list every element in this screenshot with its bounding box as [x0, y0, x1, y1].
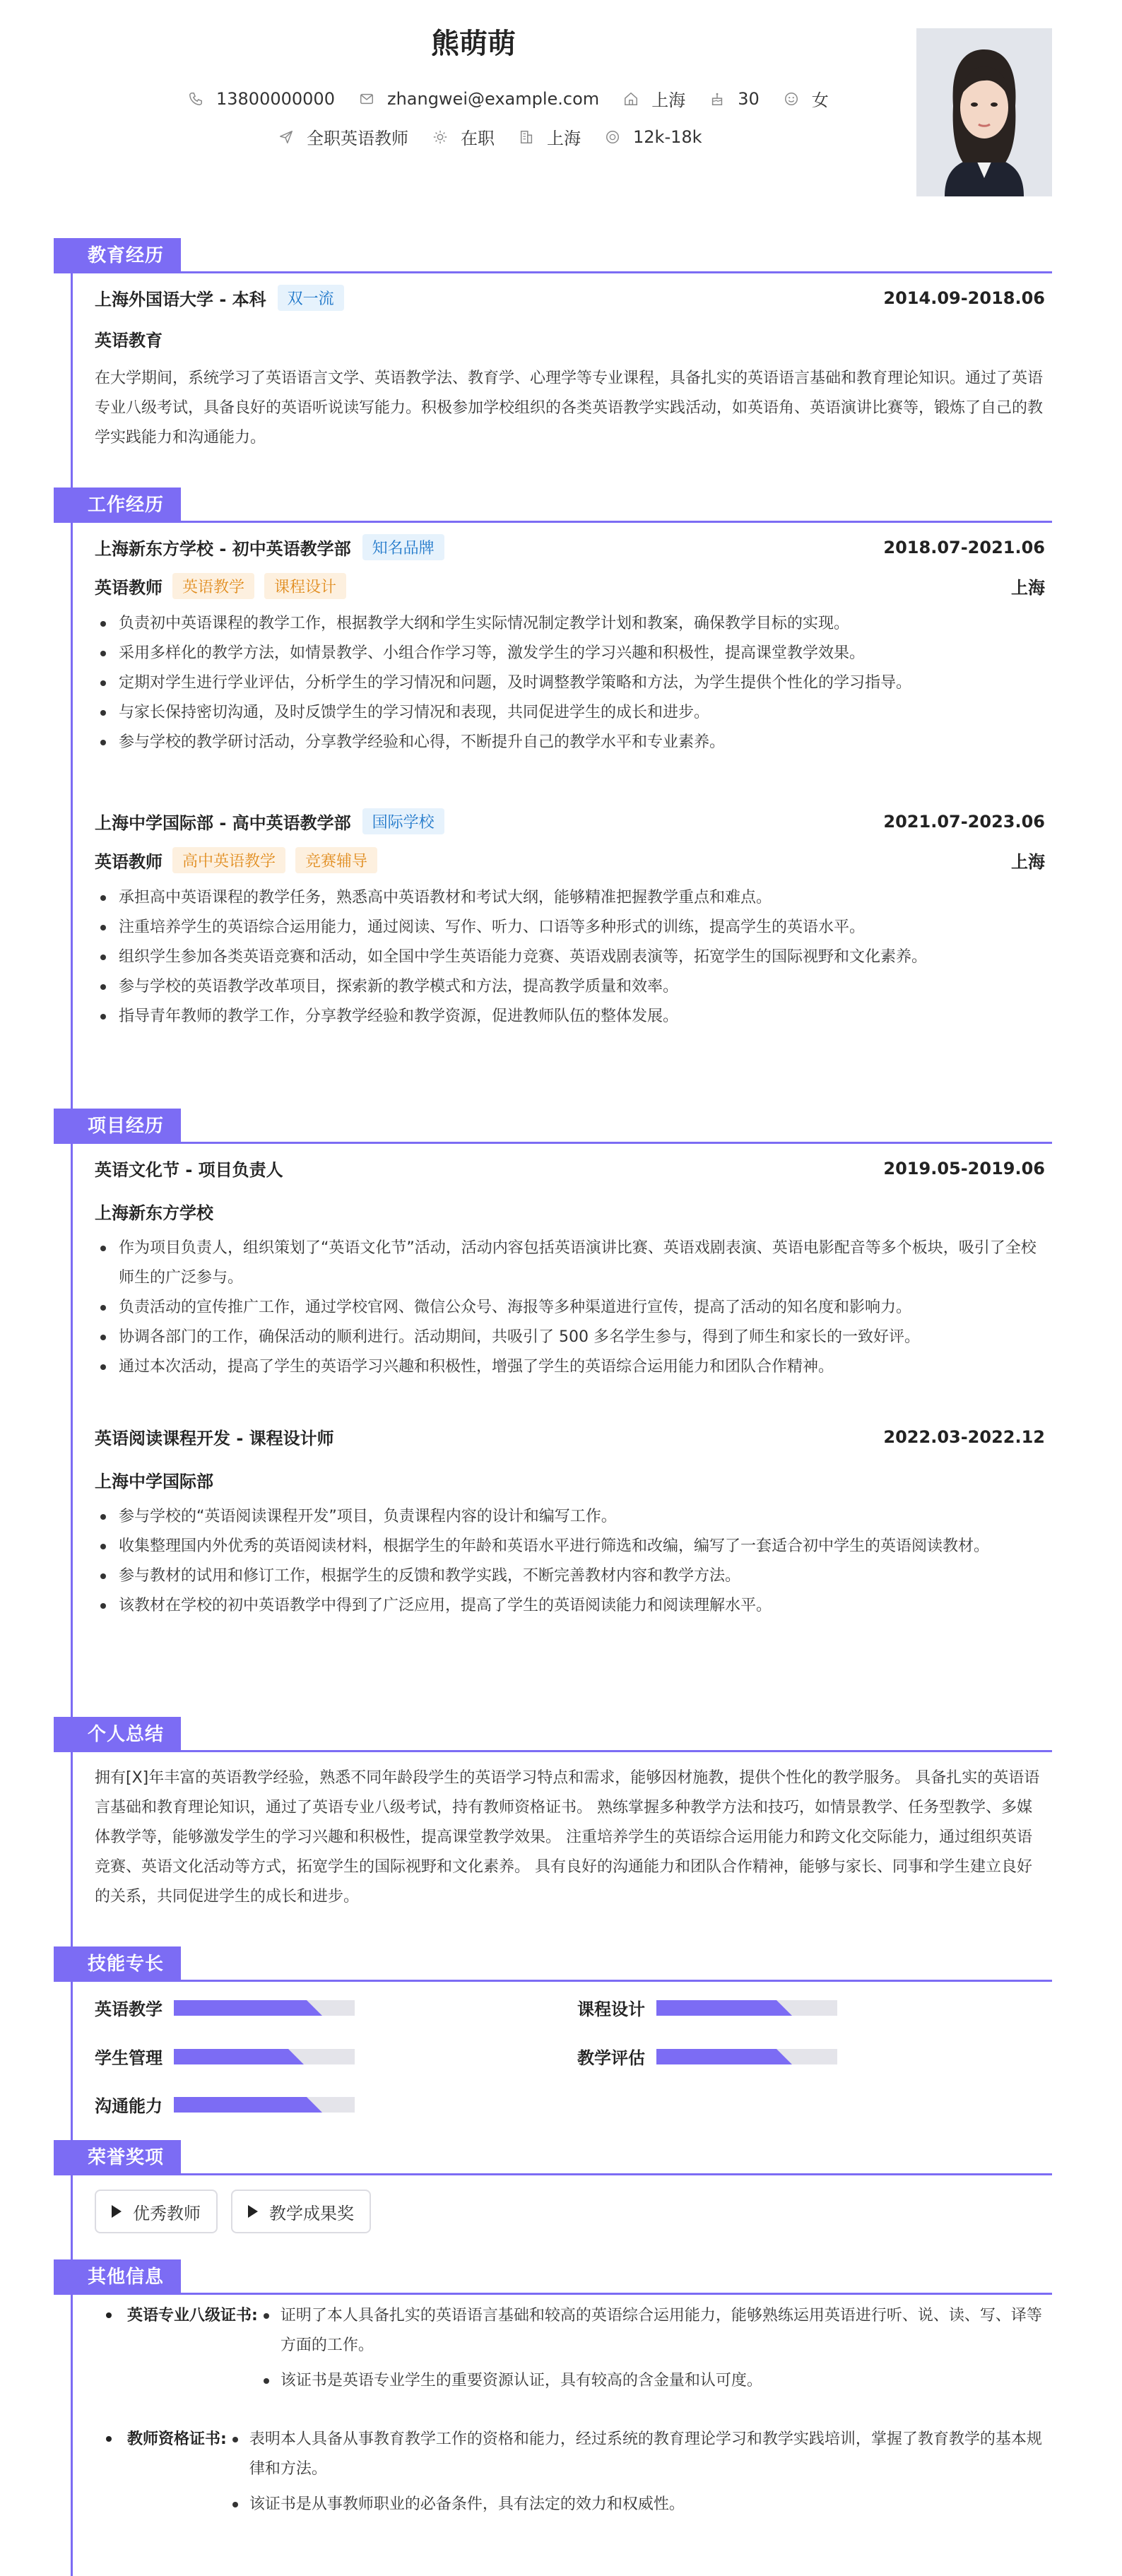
- project-1: [95, 1156, 1045, 1382]
- project-1-header: [95, 1156, 1045, 1181]
- work-job-2-skill-tag: 竞赛辅导: [295, 847, 377, 873]
- send-icon: [278, 129, 294, 145]
- section-awards-title: 荣誉奖项: [54, 2140, 181, 2175]
- section-other-rule: [54, 2293, 1052, 2295]
- project-1-date: 2019.05-2019.06: [883, 1158, 1045, 1178]
- education-row: [95, 285, 1045, 311]
- play-icon: [112, 2205, 122, 2218]
- section-awards-rule: [54, 2173, 1052, 2175]
- section-summary-rule: [54, 1750, 1052, 1752]
- list-item: 证明了本人具备扎实的英语语言基础和较高的英语综合运用能力，能够熟练运用英语进行听、说、读、写、译等方面的工作。: [258, 2301, 1046, 2361]
- section-skills: [54, 1946, 1052, 1982]
- work-job-1-role-row: [95, 573, 1045, 599]
- skill-item: [577, 1995, 837, 2020]
- work-job-1-company-name: 上海新东方学校 - 初中英语教学部: [95, 539, 351, 559]
- gender-icon: [784, 91, 799, 107]
- age-icon: [709, 91, 725, 107]
- list-item: 通过本次活动，提高了学生的英语学习兴趣和积极性，增强了学生的英语综合运用能力和团队合作精神。: [95, 1352, 1045, 1382]
- list-item: 负责活动的宣传推广工作，通过学校官网、微信公众号、海报等多种渠道进行宣传，提高了活动的知名度和影响力。: [95, 1293, 1045, 1323]
- other-info-item: [106, 2301, 1046, 2396]
- timeline-line: [71, 252, 73, 2576]
- work-job-2-duties: [95, 883, 1045, 1032]
- skill-name: 教学评估: [577, 2048, 645, 2068]
- skill-level-bar: [174, 2000, 355, 2016]
- play-icon: [248, 2205, 258, 2218]
- phone-text: 13800000000: [216, 88, 335, 109]
- work-job-2-date: 2021.07-2023.06: [883, 811, 1045, 832]
- project-2-details: [95, 1502, 1045, 1621]
- section-work-title: 工作经历: [54, 488, 181, 523]
- contact-location: [623, 86, 685, 111]
- profile-photo: [916, 28, 1052, 196]
- location-text: 上海: [651, 90, 686, 110]
- work-job-2-skill-tag: 高中英语教学: [172, 847, 285, 873]
- job-intent-row: [278, 124, 702, 149]
- section-education: [54, 238, 1052, 273]
- list-item: 负责初中英语课程的教学工作，根据教学大纲和学生实际情况制定教学计划和教案，确保教学目标的实现。: [95, 609, 1045, 639]
- section-summary: [54, 1717, 1052, 1752]
- project-2-header: [95, 1424, 1045, 1449]
- contact-email: [359, 89, 599, 109]
- other-info-label: 英语专业八级证书:: [127, 2307, 258, 2324]
- mail-icon: [359, 91, 374, 107]
- education-school-name: 上海外国语大学 - 本科: [95, 290, 266, 309]
- education-major: 英语教育: [95, 331, 163, 350]
- skill-name: 学生管理: [95, 2048, 163, 2068]
- work-job-1-skill-tag: 英语教学: [172, 573, 254, 599]
- skill-item: [577, 2044, 837, 2069]
- skill-level-fill: [656, 2049, 776, 2064]
- other-info-details: [258, 2301, 1046, 2396]
- portrait-icon: [916, 28, 1052, 196]
- skill-item: [95, 1995, 355, 2020]
- work-job-2-role: [95, 847, 377, 873]
- skill-level-fill: [656, 2000, 776, 2016]
- list-item: 参与教材的试用和修订工作，根据学生的反馈和教学实践，不断完善教材内容和教学方法。: [95, 1561, 1045, 1591]
- education-date: 2014.09-2018.06: [883, 288, 1045, 308]
- work-job-1-tag: 知名品牌: [362, 534, 444, 560]
- work-job-1-role-name: 英语教师: [95, 578, 163, 598]
- skill-name: 英语教学: [95, 1999, 163, 2019]
- home-icon: [623, 91, 639, 107]
- project-2: [95, 1424, 1045, 1621]
- project-1-title: 英语文化节 - 项目负责人: [95, 1160, 283, 1180]
- work-job-2-role-name: 英语教师: [95, 852, 163, 872]
- skill-level-bar: [174, 2049, 355, 2064]
- age-text: 30: [738, 88, 760, 109]
- work-job-2-header: [95, 808, 1045, 834]
- other-info-details: [227, 2425, 1046, 2519]
- list-item: 与家长保持密切沟通，及时反馈学生的学习情况和表现，共同促进学生的成长和进步。: [95, 698, 1045, 728]
- list-item: 参与学校的英语教学改革项目，探索新的教学模式和方法，提高教学质量和效率。: [95, 972, 1045, 1002]
- list-item: 该证书是从事教师职业的必备条件，具有法定的效力和权威性。: [227, 2490, 1046, 2519]
- intent-city: [519, 124, 581, 149]
- work-job-2-tag: 国际学校: [362, 808, 444, 834]
- education-school: [95, 285, 344, 311]
- skill-name: 课程设计: [577, 1999, 645, 2019]
- summary-block: [95, 1763, 1045, 1912]
- work-job-2-role-row: [95, 847, 1045, 873]
- skill-level-fill: [174, 2097, 307, 2113]
- email-text: zhangwei@example.com: [386, 88, 600, 109]
- section-skills-title: 技能专长: [54, 1946, 181, 1982]
- list-item: 参与学校的教学研讨活动，分享教学经验和心得，不断提升自己的教学水平和专业素养。: [95, 728, 1045, 757]
- section-projects-title: 项目经历: [54, 1109, 181, 1144]
- work-job-1-company: [95, 534, 444, 560]
- phone-icon: [188, 91, 203, 107]
- contact-age: [709, 89, 760, 109]
- list-item: 参与学校的“英语阅读课程开发”项目，负责课程内容的设计和编写工作。: [95, 1502, 1045, 1532]
- building-icon: [519, 129, 534, 145]
- section-summary-title: 个人总结: [54, 1717, 181, 1752]
- section-projects-rule: [54, 1142, 1052, 1144]
- section-work: [54, 488, 1052, 523]
- gender-text: 女: [811, 90, 829, 110]
- education-block: [95, 285, 1045, 453]
- status-icon: [432, 129, 448, 145]
- work-job-2-company-name: 上海中学国际部 - 高中英语教学部: [95, 813, 351, 833]
- candidate-name: 熊萌萌: [431, 28, 516, 60]
- section-education-rule: [54, 271, 1052, 273]
- skill-item: [95, 2044, 355, 2069]
- work-job-1-skill-tag: 课程设计: [264, 573, 346, 599]
- skill-level-bar: [656, 2049, 837, 2064]
- list-item: 定期对学生进行学业评估，分析学生的学习情况和问题，及时调整教学策略和方法，为学生提供个性化的学习指导。: [95, 668, 1045, 698]
- other-info-item: [106, 2425, 1046, 2519]
- project-1-details: [95, 1234, 1045, 1382]
- intent-position: [278, 124, 408, 149]
- skill-level-bar: [656, 2000, 837, 2016]
- work-job-2: [95, 808, 1045, 1032]
- intent-position-text: 全职英语教师: [307, 129, 408, 148]
- list-item: 指导青年教师的教学工作，分享教学经验和教学资源，促进教师队伍的整体发展。: [95, 1002, 1045, 1032]
- education-description: 在大学期间，系统学习了英语语言文学、英语教学法、教育学、心理学等专业课程，具备扎实的英语语言基础和教育理论知识。通过了英语专业八级考试，具备良好的英语听说读写能力。积极参加学校组织的各类英语教学实践活动，如英语角、英语演讲比赛等，锻炼了自己的教学实践能力和沟通能力。: [95, 370, 1044, 447]
- project-1-org: 上海新东方学校: [95, 1203, 213, 1223]
- work-job-1: [95, 534, 1045, 757]
- list-item: 该教材在学校的初中英语教学中得到了广泛应用，提高了学生的英语阅读能力和阅读理解水平。: [95, 1591, 1045, 1621]
- section-projects: [54, 1109, 1052, 1144]
- list-item: 注重培养学生的英语综合运用能力，通过阅读、写作、听力、口语等多种形式的训练，提高学生的英语水平。: [95, 913, 1045, 943]
- intent-salary: [605, 127, 702, 147]
- list-item: 该证书是英语专业学生的重要资源认证，具有较高的含金量和认可度。: [258, 2366, 1046, 2396]
- intent-salary-text: 12k-18k: [633, 126, 702, 147]
- intent-status-text: 在职: [461, 129, 495, 148]
- intent-status: [432, 124, 495, 149]
- work-job-1-city: 上海: [1011, 578, 1045, 598]
- education-tag: 双一流: [278, 285, 344, 311]
- award-label: 教学成果奖: [269, 2203, 354, 2223]
- contact-phone: [188, 89, 335, 109]
- bullet-dot: [106, 2312, 112, 2318]
- work-job-1-header: [95, 534, 1045, 560]
- work-job-1-duties: [95, 609, 1045, 757]
- award-label: 优秀教师: [133, 2203, 201, 2223]
- section-other-title: 其他信息: [54, 2259, 181, 2295]
- contact-gender: [784, 86, 829, 111]
- skill-item: [95, 2092, 355, 2117]
- list-item: 承担高中英语课程的教学任务，熟悉高中英语教材和考试大纲，能够精准把握教学重点和难点。: [95, 883, 1045, 913]
- work-job-1-role: [95, 573, 346, 599]
- award-badge[interactable]: [95, 2190, 218, 2233]
- work-job-1-date: 2018.07-2021.06: [883, 537, 1045, 557]
- summary-text: 拥有[X]年丰富的英语教学经验，熟悉不同年龄段学生的英语学习特点和需求，能够因材施教，提供个性化的教学服务。 具备扎实的英语语言基础和教育理论知识，通过了英语专业八级考试，持有教师资格证书。 熟练掌握多种教学方法和技巧，如情景教学、任务型教学、多媒体教学等，能够激发学生的学习兴趣和积极性，提高课堂教学效果。 注重培养学生的英语综合运用能力和跨文化交际能力，通过组织英语竞赛、英语文化活动等方式，拓宽学生的国际视野和文化素养。 具有良好的沟通能力和团队合作精神，能够与家长、同事和学生建立良好的关系，共同促进学生的成长和进步。: [95, 1769, 1040, 1906]
- list-item: 采用多样化的教学方法，如情景教学、小组合作学习等，激发学生的学习兴趣和积极性，提高课堂教学效果。: [95, 639, 1045, 668]
- salary-icon: [605, 129, 620, 145]
- award-badge[interactable]: [231, 2190, 371, 2233]
- list-item: 收集整理国内外优秀的英语阅读材料，根据学生的年龄和英语水平进行筛选和改编，编写了一套适合初中学生的英语阅读教材。: [95, 1532, 1045, 1561]
- intent-city-text: 上海: [547, 129, 581, 148]
- bullet-dot: [106, 2436, 112, 2442]
- section-other: [54, 2259, 1052, 2295]
- skill-name: 沟通能力: [95, 2096, 163, 2116]
- work-job-2-company: [95, 808, 444, 834]
- work-job-2-city: 上海: [1011, 852, 1045, 872]
- contact-row: [188, 86, 829, 111]
- list-item: 组织学生参加各类英语竞赛和活动，如全国中学生英语能力竞赛、英语戏剧表演等，拓宽学生的国际视野和文化素养。: [95, 943, 1045, 972]
- section-awards: [54, 2140, 1052, 2175]
- section-skills-rule: [54, 1980, 1052, 1982]
- project-2-date: 2022.03-2022.12: [883, 1426, 1045, 1447]
- list-item: 表明本人具备从事教育教学工作的资格和能力，经过系统的教育理论学习和教学实践培训，掌握了教育教学的基本规律和方法。: [227, 2425, 1046, 2484]
- list-item: 协调各部门的工作，确保活动的顺利进行。活动期间，共吸引了 500 多名学生参与，得到了师生和家长的一致好评。: [95, 1323, 1045, 1352]
- project-2-org: 上海中学国际部: [95, 1472, 213, 1491]
- skill-level-bar: [174, 2097, 355, 2113]
- list-item: 作为项目负责人，组织策划了“英语文化节”活动，活动内容包括英语演讲比赛、英语戏剧表演、英语电影配音等多个板块，吸引了全校师生的广泛参与。: [95, 1234, 1045, 1293]
- skill-level-fill: [174, 2049, 288, 2064]
- section-work-rule: [54, 521, 1052, 523]
- section-education-title: 教育经历: [54, 238, 181, 273]
- other-info-label: 教师资格证书:: [127, 2430, 227, 2448]
- skill-level-fill: [174, 2000, 307, 2016]
- project-2-title: 英语阅读课程开发 - 课程设计师: [95, 1429, 334, 1448]
